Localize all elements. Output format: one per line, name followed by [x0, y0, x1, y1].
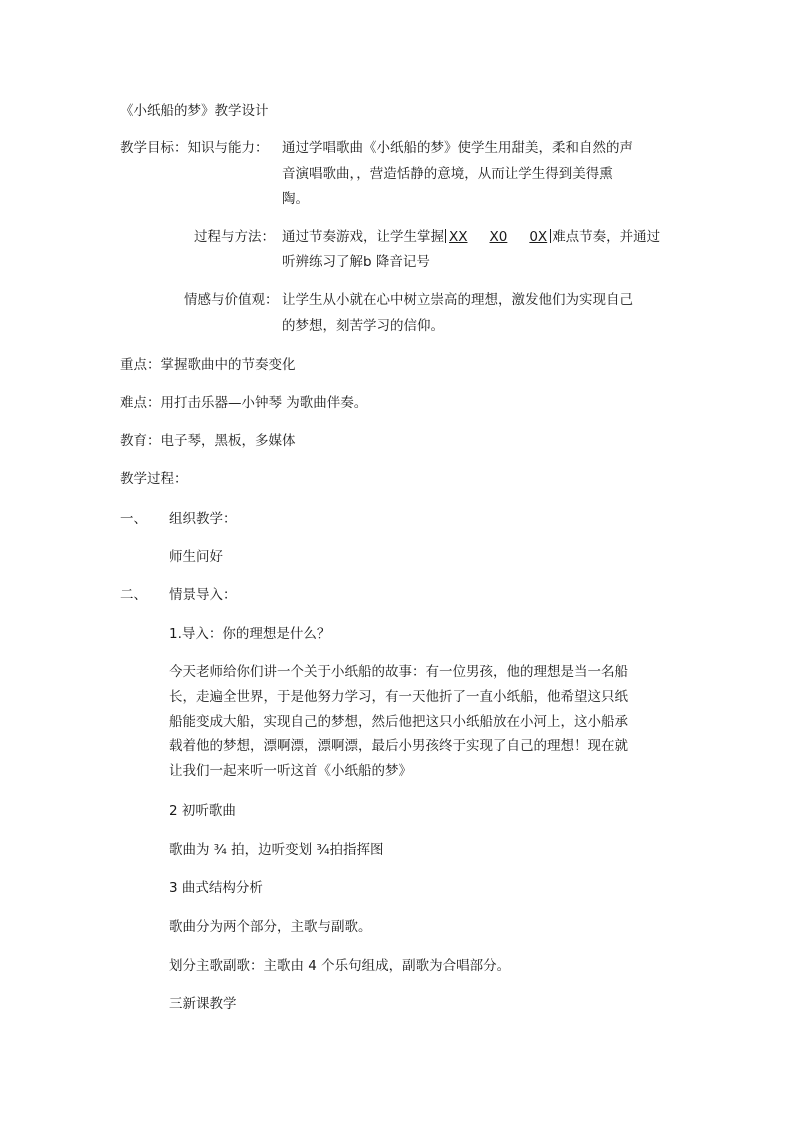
section1-number: 一、	[120, 511, 147, 527]
process-method-line2: 听辨练习了解b 降音记号	[282, 254, 430, 270]
story-line4: 载着他的梦想，漂啊漂，漂啊漂，最后小男孩终于实现了自己的理想！现在就	[169, 738, 628, 754]
intro-question: 1.导入：你的理想是什么？	[169, 626, 331, 642]
process-text-before: 通过节奏游戏，让学生掌握	[282, 229, 444, 245]
process-method-line1	[282, 227, 660, 247]
story-line5: 让我们一起来听一听这首《小纸船的梦》	[169, 763, 412, 779]
rhythm-pattern-3: 0X	[529, 229, 548, 245]
objectives-label: 教学目标：知识与能力：	[120, 140, 269, 156]
emotion-value-label: 情感与价值观：	[184, 292, 279, 308]
section3-heading: 三新课教学	[169, 996, 237, 1012]
emotion-value-line2: 的梦想，刻苦学习的信仰。	[282, 318, 444, 334]
first-listen-heading: 2 初听歌曲	[169, 803, 236, 819]
document-title: 《小纸船的梦》教学设计	[120, 103, 269, 119]
structure-analysis-heading: 3 曲式结构分析	[169, 880, 263, 896]
story-line2: 长，走遍全世界，于是他努力学习，有一天他折了一直小纸船，他希望这只纸	[169, 689, 628, 705]
teaching-aids: 教育：电子琴，黑板，多媒体	[120, 433, 296, 449]
key-point: 重点：掌握歌曲中的节奏变化	[120, 357, 296, 373]
barline-left	[445, 229, 446, 243]
knowledge-text-line1: 通过学唱歌曲《小纸船的梦》使学生用甜美，柔和自然的声	[282, 140, 633, 156]
first-listen-text: 歌曲为 ¾ 拍，边听变划 ¾拍指挥图	[169, 842, 384, 858]
process-method-label: 过程与方法：	[194, 229, 275, 245]
process-text-after: 难点节奏，并通过	[552, 229, 661, 245]
structure-analysis-text2: 划分主歌副歌：主歌由 4 个乐句组成，副歌为合唱部分。	[169, 958, 511, 974]
story-line3: 船能变成大船，实现自己的梦想，然后他把这只小纸船放在小河上，这小船承	[169, 714, 628, 730]
knowledge-text-line2: 音演唱歌曲，，营造恬静的意境，从而让学生得到美得熏	[282, 166, 613, 182]
section2-number: 二、	[120, 587, 147, 603]
section2-title: 情景导入：	[169, 587, 237, 603]
difficulty: 难点：用打击乐器—小钟琴 为歌曲伴奏。	[120, 395, 368, 411]
section1-content: 师生问好	[169, 549, 223, 565]
teaching-process-heading: 教学过程：	[120, 471, 188, 487]
story-line1: 今天老师给你们讲一个关于小纸船的故事：有一位男孩，他的理想是当一名船	[169, 664, 628, 680]
rhythm-pattern-2: X0	[489, 229, 508, 245]
knowledge-text-line3: 陶。	[282, 191, 309, 207]
section1-title: 组织教学：	[169, 511, 237, 527]
structure-analysis-text1: 歌曲分为两个部分，主歌与副歌。	[169, 919, 372, 935]
emotion-value-line1: 让学生从小就在心中树立崇高的理想，激发他们为实现自己	[282, 292, 633, 308]
rhythm-pattern-1: XX	[449, 229, 468, 245]
